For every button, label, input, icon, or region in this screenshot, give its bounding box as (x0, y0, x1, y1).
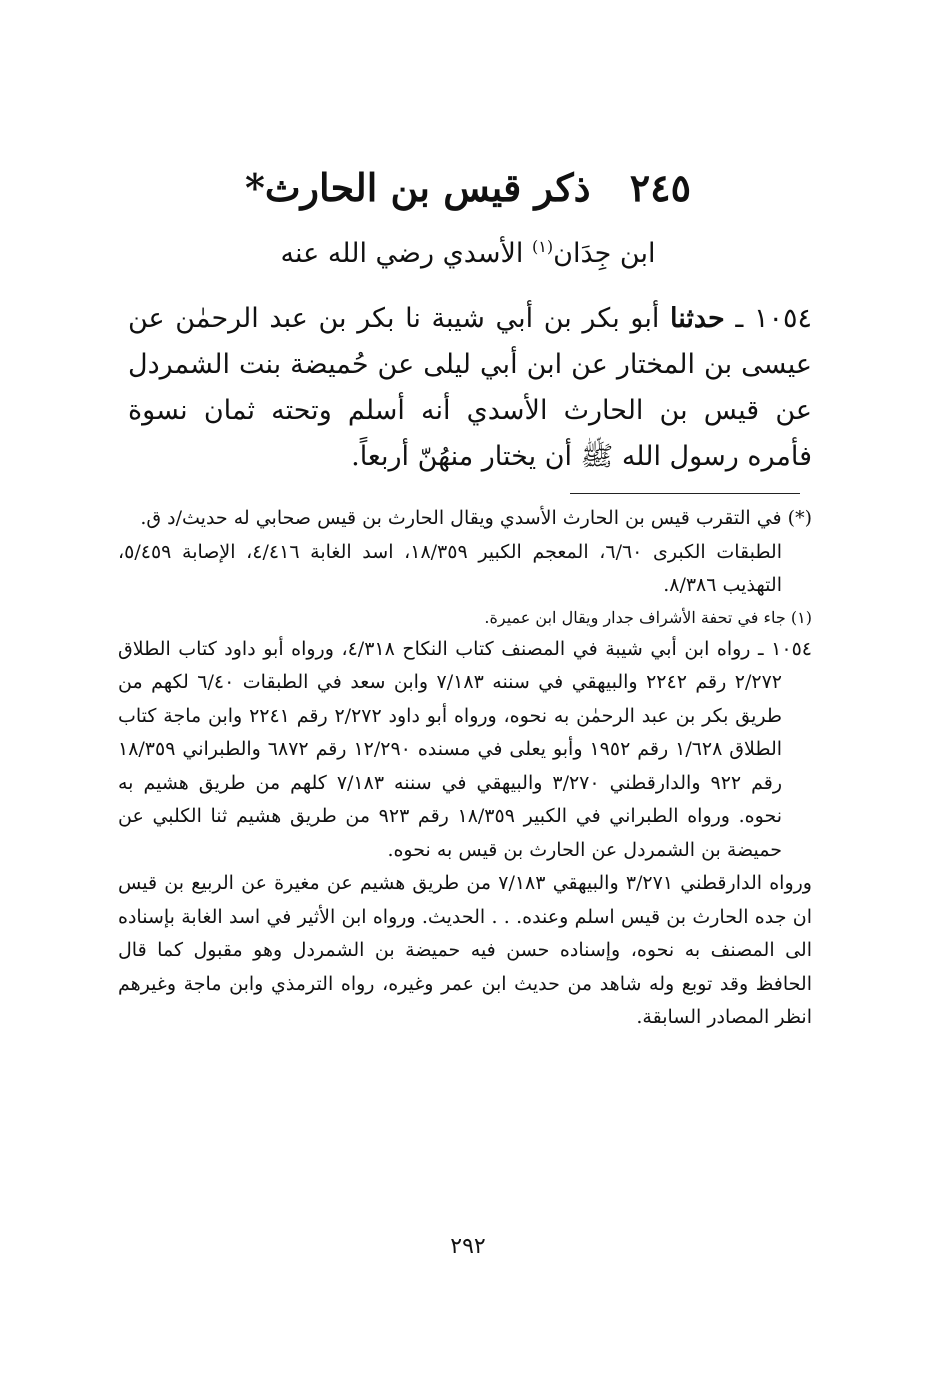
takhrij-text: رواه ابن أبي شيبة في المصنف كتاب النكاح ٤/٣١٨، ورواه أبو داود كتاب الطلاق ٢/٢٧٢ رقم ٢٢٤٢ والبيهقي في سننه ٧/١٨٣ وابن سعد في الطبقات ٦/٤٠ لكهم من طريق بكر بن عبد الرحمٰن به نحوه، ورواه أبو داود ٢/٢٧٢ رقم ٢٢٤١ وابن ماجة كتاب الطلاق ١/٦٢٨ رقم ١٩٥٢ وأبو يعلى في مسنده ١٢/٢٩٠ رقم ٦٨٧٢ والطبراني ١٨/٣٥٩ رقم ٩٢٢ والدارقطني ٣/٢٧٠ والبيهقي في سننه ٧/١٨٣ كلهم من طريق هشيم به نحوه. ورواه الطبراني في الكبير ١٨/٣٥٩ رقم ٩٢٣ من طريق هشيم ثنا الكلبي عن حميضة بن الشمردل عن الحارث بن قيس به نحوه. (118, 637, 783, 861)
page-number: ٢٩٢ (450, 1234, 486, 1259)
takhrij-continuation: ورواه الدارقطني ٣/٢٧١ والبيهقي ٧/١٨٣ من طريق هشيم عن مغيرة عن الربيع بن قيس ان جده الحارث بن قيس اسلم وعنده. . . الحديث. ورواه ابن الأثير في اسد الغابة بإسناده الى المصنف به نحوه، وإسناده حسن فيه حميضة بن الشمردل وهو مقبول كما قال الحافظ وقد توبع وله شاهد من حديث ابن عمر وغيره، رواه الترمذي وابن ماجة وغيرهم انظر المصادر السابقة. (118, 872, 812, 1028)
subtitle-rest: الأسدي رضي الله عنه (280, 238, 533, 269)
subtitle-name: ابن جِدَان (553, 238, 656, 269)
footnote-ref: (١) (532, 237, 554, 256)
sources-footnote: الطبقات الكبرى ٦/٦٠، المعجم الكبير ١٨/٣٥٩، اسد الغابة ٤/٤١٦، الإصابة ٥/٤٥٩، التهذيب ٨/٣٨٦. (118, 540, 783, 596)
chapter-heading (0, 158, 936, 218)
takhrij-number: ١٠٥٤ ـ (758, 637, 812, 660)
footnote-1-marker: (١) (790, 607, 812, 627)
footnote-1 (118, 603, 812, 633)
takhrij-footnote (118, 633, 812, 868)
star-marker: (*) (787, 507, 812, 529)
hadith-lead: حدثنا (670, 303, 725, 334)
chapter-subtitle (0, 232, 936, 276)
footnote-1-text: جاء في تحفة الأشراف جدار ويقال ابن عميرة. (484, 607, 786, 627)
chapter-number: ٢٤٥ (629, 165, 691, 210)
hadith-text (128, 296, 812, 480)
hadith-body: أبو بكر بن أبي شيبة نا بكر بن عبد الرحمٰن عن عيسى بن المختار عن ابن أبي ليلى عن حُميضة بنت الشمردل عن قيس بن الحارث الأسدي أنه أسلم وتحته ثمان نسوة فأمره رسول الله ﷺ أن يختار منهُنّ أربعاً. (128, 303, 812, 472)
chapter-title: ذكر قيس بن الحارث* (245, 165, 591, 210)
hadith-number: ١٠٥٤ ـ (735, 303, 812, 334)
star-footnote (118, 502, 812, 536)
star-footnote-text: في التقرب قيس بن الحارث الأسدي ويقال الحارث بن قيس صحابي له حديث/د ق. (140, 507, 782, 529)
footnotes (118, 502, 812, 1035)
footnote-divider (570, 493, 800, 494)
